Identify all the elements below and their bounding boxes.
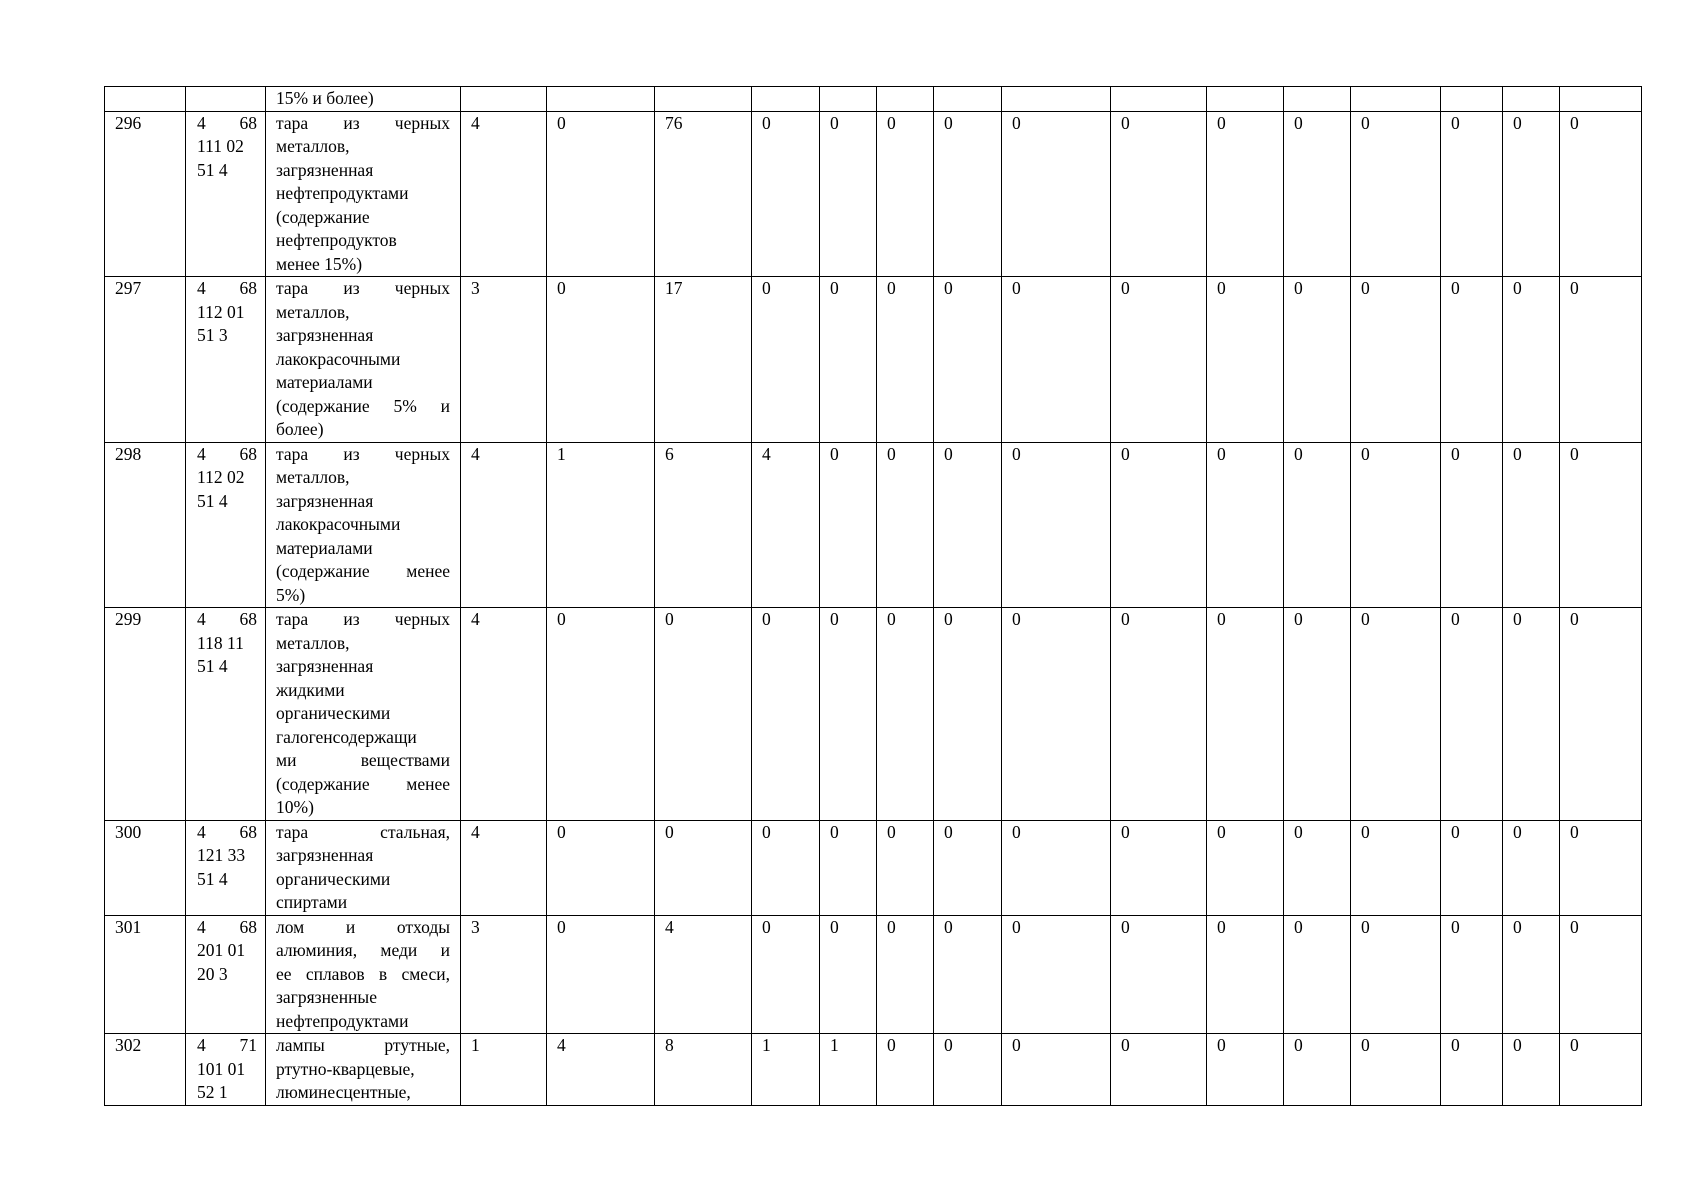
value-cell: 0 bbox=[1441, 111, 1503, 277]
value-cell: 0 bbox=[1111, 277, 1207, 443]
value-cell: 0 bbox=[1441, 277, 1503, 443]
value-cell: 0 bbox=[1002, 915, 1111, 1034]
description-line: 5%) bbox=[276, 584, 306, 605]
value-cell: 0 bbox=[1284, 820, 1351, 915]
row-number-cell: 297 bbox=[105, 277, 186, 443]
description-line: металлов, bbox=[276, 632, 350, 653]
value-cell: 0 bbox=[1351, 277, 1441, 443]
code-line: 51 3 bbox=[197, 325, 228, 345]
table-row bbox=[105, 277, 1642, 443]
description-line: алюминия, меди и bbox=[276, 940, 450, 960]
description-line: загрязненные bbox=[276, 987, 377, 1007]
description-line: нефтепродуктов bbox=[276, 230, 397, 250]
value-cell: 0 bbox=[752, 608, 820, 821]
value-cell: 0 bbox=[1503, 1034, 1560, 1106]
value-cell: 1 bbox=[820, 1034, 877, 1106]
table-row bbox=[105, 915, 1642, 1034]
value-cell: 0 bbox=[655, 820, 752, 915]
value-cell: 0 bbox=[1441, 915, 1503, 1034]
row-number-cell: 301 bbox=[105, 915, 186, 1034]
value-cell: 0 bbox=[1351, 820, 1441, 915]
code-line: 121 33 bbox=[197, 845, 246, 865]
description-line: (содержание менее bbox=[276, 773, 450, 794]
fkko-code-cell bbox=[186, 1034, 266, 1106]
value-cell: 0 bbox=[752, 820, 820, 915]
table-row bbox=[105, 442, 1642, 608]
value-cell: 0 bbox=[1002, 442, 1111, 608]
fkko-code-cell bbox=[186, 111, 266, 277]
description-line: ее сплавов в смеси, bbox=[276, 963, 450, 984]
description-line: тара из черных bbox=[276, 609, 450, 629]
waste-description-cell bbox=[266, 1034, 461, 1106]
code-line: 4 68 bbox=[197, 443, 257, 464]
code-line: 112 01 bbox=[197, 301, 245, 322]
value-cell: 1 bbox=[461, 1034, 547, 1106]
value-cell: 0 bbox=[820, 820, 877, 915]
value-cell: 4 bbox=[655, 915, 752, 1034]
value-cell: 0 bbox=[1207, 1034, 1284, 1106]
value-cell: 76 bbox=[655, 111, 752, 277]
description-line: материалами bbox=[276, 372, 373, 392]
value-cell: 0 bbox=[934, 915, 1002, 1034]
value-cell: 4 bbox=[461, 608, 547, 821]
description-line: ми веществами bbox=[276, 750, 450, 770]
value-cell: 0 bbox=[1002, 111, 1111, 277]
value-cell: 0 bbox=[1503, 820, 1560, 915]
value-cell: 17 bbox=[655, 277, 752, 443]
description-line: (содержание bbox=[276, 206, 370, 227]
value-cell: 0 bbox=[1111, 1034, 1207, 1106]
code-line: 4 71 bbox=[197, 1035, 257, 1055]
value-cell: 0 bbox=[1441, 820, 1503, 915]
value-cell: 0 bbox=[934, 442, 1002, 608]
description-line: лакокрасочными bbox=[276, 348, 401, 369]
description-line: 10%) bbox=[276, 797, 314, 817]
value-cell: 0 bbox=[877, 442, 934, 608]
value-cell: 0 bbox=[547, 277, 655, 443]
value-cell: 1 bbox=[547, 442, 655, 608]
table-row bbox=[105, 608, 1642, 821]
code-line: 111 02 bbox=[197, 136, 244, 156]
value-cell: 0 bbox=[752, 111, 820, 277]
value-cell: 0 bbox=[1560, 608, 1642, 821]
value-cell: 0 bbox=[547, 111, 655, 277]
value-cell: 0 bbox=[1207, 277, 1284, 443]
value-cell: 0 bbox=[1207, 608, 1284, 821]
code-line: 101 01 bbox=[197, 1058, 246, 1079]
value-cell: 0 bbox=[877, 277, 934, 443]
value-cell: 0 bbox=[1002, 1034, 1111, 1106]
value-cell: 0 bbox=[1284, 608, 1351, 821]
value-cell: 0 bbox=[1111, 111, 1207, 277]
value-cell: 0 bbox=[820, 111, 877, 277]
description-line: материалами bbox=[276, 537, 373, 558]
value-cell: 0 bbox=[1560, 1034, 1642, 1106]
waste-description-cell bbox=[266, 442, 461, 608]
value-cell: 0 bbox=[752, 277, 820, 443]
table-row bbox=[105, 1034, 1642, 1106]
code-line: 4 68 bbox=[197, 916, 257, 937]
description-line: лакокрасочными bbox=[276, 514, 401, 534]
value-cell: 0 bbox=[934, 277, 1002, 443]
description-line: загрязненная bbox=[276, 656, 374, 676]
value-cell: 0 bbox=[820, 608, 877, 821]
value-cell: 0 bbox=[547, 608, 655, 821]
value-cell: 6 bbox=[655, 442, 752, 608]
row-number-cell: 300 bbox=[105, 820, 186, 915]
value-cell: 0 bbox=[752, 915, 820, 1034]
value-cell: 0 bbox=[1111, 915, 1207, 1034]
description-line: загрязненная bbox=[276, 845, 374, 865]
table-row bbox=[105, 820, 1642, 915]
code-line: 51 4 bbox=[197, 490, 228, 511]
table-row bbox=[105, 111, 1642, 277]
value-cell: 0 bbox=[1441, 442, 1503, 608]
description-line: лампы ртутные, bbox=[276, 1035, 450, 1055]
value-cell: 0 bbox=[1560, 915, 1642, 1034]
value-cell: 0 bbox=[1207, 111, 1284, 277]
value-cell: 0 bbox=[934, 111, 1002, 277]
row-number-cell: 299 bbox=[105, 608, 186, 821]
description-line: спиртами bbox=[276, 892, 348, 912]
code-line: 112 02 bbox=[197, 467, 245, 487]
value-cell: 0 bbox=[1560, 111, 1642, 277]
description-line: металлов, bbox=[276, 467, 350, 487]
value-cell: 0 bbox=[1441, 1034, 1503, 1106]
value-cell: 0 bbox=[877, 820, 934, 915]
description-line: металлов, bbox=[276, 136, 350, 156]
value-cell: 0 bbox=[934, 820, 1002, 915]
value-cell: 0 bbox=[877, 915, 934, 1034]
description-line: (содержание 5% и bbox=[276, 395, 450, 416]
fkko-code-cell bbox=[186, 442, 266, 608]
value-cell: 3 bbox=[461, 915, 547, 1034]
value-cell: 4 bbox=[461, 820, 547, 915]
value-cell: 0 bbox=[1111, 442, 1207, 608]
value-cell: 0 bbox=[820, 915, 877, 1034]
value-cell: 4 bbox=[461, 442, 547, 608]
description-line: жидкими bbox=[276, 679, 345, 700]
value-cell: 0 bbox=[1207, 442, 1284, 608]
value-cell: 0 bbox=[1284, 277, 1351, 443]
value-cell: 0 bbox=[547, 820, 655, 915]
description-line: органическими bbox=[276, 868, 391, 889]
value-cell: 0 bbox=[1111, 820, 1207, 915]
code-line: 52 1 bbox=[197, 1082, 228, 1102]
description-line: загрязненная bbox=[276, 159, 374, 180]
description-line: тара стальная, bbox=[276, 821, 450, 842]
value-cell: 0 bbox=[1351, 442, 1441, 608]
value-cell: 0 bbox=[1351, 111, 1441, 277]
description-line: ртутно-кварцевые, bbox=[276, 1058, 415, 1079]
description-line: люминесцентные, bbox=[276, 1082, 411, 1102]
value-cell: 0 bbox=[547, 915, 655, 1034]
description-line: загрязненная bbox=[276, 325, 374, 345]
value-cell: 4 bbox=[461, 111, 547, 277]
code-line: 4 68 bbox=[197, 112, 257, 133]
code-line: 20 3 bbox=[197, 963, 228, 984]
waste-data-table bbox=[104, 86, 1642, 1106]
code-line: 4 68 bbox=[197, 278, 257, 298]
code-line: 4 68 bbox=[197, 609, 257, 629]
code-line: 51 4 bbox=[197, 868, 228, 889]
fkko-code-cell bbox=[186, 608, 266, 821]
waste-description-cell bbox=[266, 915, 461, 1034]
waste-description-cell bbox=[266, 111, 461, 277]
description-line: тара из черных bbox=[276, 112, 450, 133]
row-number-cell: 296 bbox=[105, 111, 186, 277]
description-line: тара из черных bbox=[276, 443, 450, 464]
value-cell: 0 bbox=[1351, 608, 1441, 821]
value-cell: 0 bbox=[1284, 1034, 1351, 1106]
description-line: загрязненная bbox=[276, 490, 374, 511]
value-cell: 0 bbox=[934, 1034, 1002, 1106]
fkko-code-cell bbox=[186, 915, 266, 1034]
waste-description-cell bbox=[266, 277, 461, 443]
code-line: 51 4 bbox=[197, 656, 228, 676]
code-line: 4 68 bbox=[197, 821, 257, 842]
value-cell: 0 bbox=[1002, 277, 1111, 443]
value-cell: 0 bbox=[1560, 820, 1642, 915]
value-cell: 0 bbox=[655, 608, 752, 821]
row-number-cell: 302 bbox=[105, 1034, 186, 1106]
code-line: 201 01 bbox=[197, 940, 246, 960]
value-cell: 0 bbox=[1284, 111, 1351, 277]
waste-description-cell bbox=[266, 608, 461, 821]
value-cell: 0 bbox=[1441, 608, 1503, 821]
value-cell: 0 bbox=[1560, 277, 1642, 443]
description-line: более) bbox=[276, 419, 324, 439]
value-cell: 0 bbox=[877, 608, 934, 821]
value-cell: 0 bbox=[1503, 277, 1560, 443]
value-cell: 0 bbox=[1503, 111, 1560, 277]
description-line: галогенсодержащи bbox=[276, 726, 417, 747]
value-cell: 0 bbox=[820, 442, 877, 608]
value-cell: 3 bbox=[461, 277, 547, 443]
value-cell: 4 bbox=[547, 1034, 655, 1106]
value-cell: 0 bbox=[1503, 442, 1560, 608]
value-cell: 0 bbox=[1002, 820, 1111, 915]
value-cell: 0 bbox=[820, 277, 877, 443]
value-cell: 4 bbox=[752, 442, 820, 608]
fkko-code-cell bbox=[186, 277, 266, 443]
code-line: 118 11 bbox=[197, 632, 244, 653]
value-cell: 0 bbox=[1503, 915, 1560, 1034]
continuation-text: 15% и более) bbox=[266, 87, 461, 112]
description-line: нефтепродуктами bbox=[276, 1010, 409, 1031]
description-line: менее 15%) bbox=[276, 253, 363, 274]
fkko-code-cell bbox=[186, 820, 266, 915]
row-number-cell: 298 bbox=[105, 442, 186, 608]
value-cell: 0 bbox=[1560, 442, 1642, 608]
description-line: тара из черных bbox=[276, 278, 450, 298]
value-cell: 1 bbox=[752, 1034, 820, 1106]
description-line: лом и отходы bbox=[276, 916, 450, 937]
value-cell: 0 bbox=[934, 608, 1002, 821]
value-cell: 0 bbox=[877, 1034, 934, 1106]
description-line: металлов, bbox=[276, 301, 350, 322]
description-line: (содержание менее bbox=[276, 561, 450, 581]
table-row-continuation bbox=[105, 87, 1642, 112]
value-cell: 0 bbox=[1351, 1034, 1441, 1106]
value-cell: 0 bbox=[1207, 820, 1284, 915]
code-line: 51 4 bbox=[197, 159, 228, 180]
value-cell: 0 bbox=[1111, 608, 1207, 821]
value-cell: 0 bbox=[1503, 608, 1560, 821]
value-cell: 0 bbox=[1284, 915, 1351, 1034]
value-cell: 0 bbox=[1002, 608, 1111, 821]
value-cell: 0 bbox=[1207, 915, 1284, 1034]
waste-description-cell bbox=[266, 820, 461, 915]
value-cell: 8 bbox=[655, 1034, 752, 1106]
value-cell: 0 bbox=[1351, 915, 1441, 1034]
value-cell: 0 bbox=[877, 111, 934, 277]
value-cell: 0 bbox=[1284, 442, 1351, 608]
description-line: органическими bbox=[276, 703, 391, 723]
description-line: нефтепродуктами bbox=[276, 183, 409, 203]
